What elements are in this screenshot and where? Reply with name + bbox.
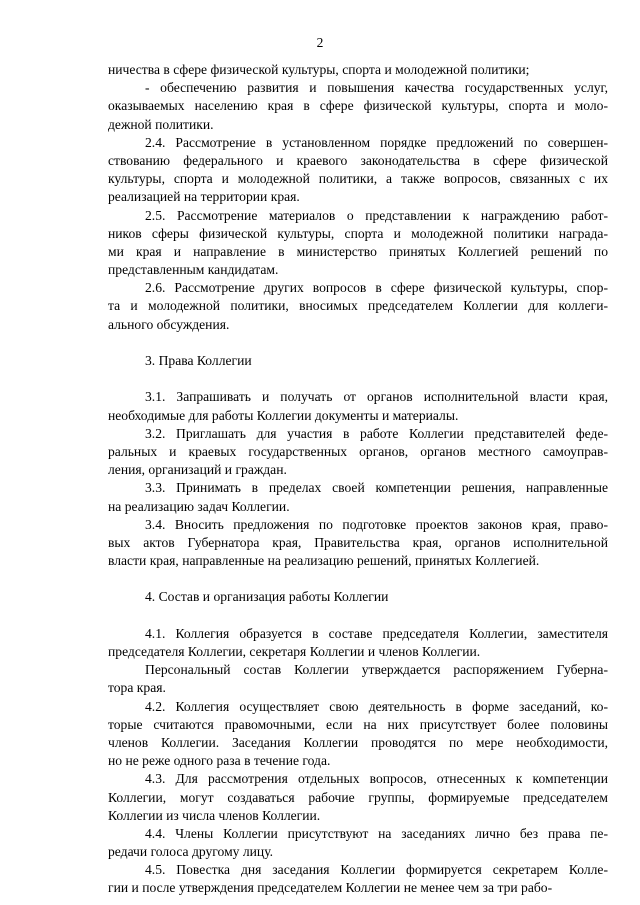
text-line: 4. Состав и организация работы Коллегии xyxy=(145,589,389,605)
paragraph xyxy=(108,207,608,280)
text-line: председателя Коллегии, секретаря Коллегии и членов Коллегии. xyxy=(108,644,481,659)
paragraph xyxy=(108,79,608,134)
text-line: власти края, направленные на реализацию решений, принятых Коллегией. xyxy=(108,553,540,569)
text-line: 3.1. Запрашивать и получать от органов исполнительной власти края, xyxy=(145,389,608,405)
document-body xyxy=(108,61,608,898)
paragraph xyxy=(108,661,608,697)
text-line: ральных и краевых государственных органов, органов местного самоуправ- xyxy=(108,443,608,459)
text-line: необходимые для работы Коллегии документы и материалы. xyxy=(108,407,459,423)
paragraph-spacer xyxy=(108,570,608,588)
text-line: 3.3. Принимать в пределах своей компетенции решения, направленные xyxy=(145,480,608,496)
text-line: 3.2. Приглашать для участия в работе Коллегии представителей феде- xyxy=(145,425,608,441)
text-line: 4.2. Коллегия осуществляет свою деятельность в форме заседаний, ко- xyxy=(145,698,608,714)
text-line: 4.5. Повестка дня заседания Коллегии формируется секретарем Колле- xyxy=(145,862,608,878)
text-line: ального обсуждения. xyxy=(108,316,230,332)
text-line: ников сферы физической культуры, спорта и молодежной политики награда- xyxy=(108,225,608,241)
text-line: 4.4. Члены Коллегии присутствуют на заседаниях лично без права пе- xyxy=(145,825,608,841)
text-line: 3.4. Вносить предложения по подготовке проектов законов края, право- xyxy=(145,516,608,532)
paragraph xyxy=(108,770,608,825)
text-line: 4.1. Коллегия образуется в составе председателя Коллегии, заместителя xyxy=(145,625,608,641)
text-line: 2.4. Рассмотрение в установленном порядке предложений по совершен- xyxy=(145,134,608,150)
paragraph-spacer xyxy=(108,370,608,388)
page-number: 2 xyxy=(316,35,324,50)
paragraph xyxy=(108,279,608,334)
paragraph-spacer xyxy=(108,334,608,352)
text-line: оказываемых населению края в сфере физической культуры, спорта и моло- xyxy=(108,98,608,114)
text-line: представленным кандидатам. xyxy=(108,262,279,278)
text-line: гии и после утверждения председателем Коллегии не менее чем за три рабо- xyxy=(108,880,553,896)
paragraph xyxy=(108,479,608,515)
text-line: 4.3. Для рассмотрения отдельных вопросов, отнесенных к компетенции xyxy=(145,771,608,787)
text-line: дежной политики. xyxy=(108,116,214,132)
text-line: 3. Права Коллегии xyxy=(145,353,252,368)
text-line: реализацией на территории края. xyxy=(108,189,300,205)
paragraph xyxy=(108,425,608,480)
paragraph xyxy=(108,588,608,606)
paragraph xyxy=(108,825,608,861)
text-line: на реализацию задач Коллегии. xyxy=(108,498,290,514)
paragraph xyxy=(108,698,608,771)
text-line: ми края и направление в министерство принятых Коллегией решений по xyxy=(108,243,608,259)
paragraph-spacer xyxy=(108,607,608,625)
paragraph xyxy=(108,861,608,897)
paragraph xyxy=(108,134,608,207)
text-line: Коллегии из числа членов Коллегии. xyxy=(108,807,321,823)
paragraph xyxy=(108,516,608,571)
text-line: та и молодежной политики, вносимых председателем Коллегии для коллеги- xyxy=(108,298,608,314)
text-line: Коллегии, могут создаваться рабочие группы, формируемые председателем xyxy=(108,789,608,805)
paragraph xyxy=(108,388,608,424)
text-line: но не реже одного раза в течение года. xyxy=(108,753,331,769)
text-line: 2.5. Рассмотрение материалов о представлении к награждению работ- xyxy=(145,207,608,223)
text-line: Персональный состав Коллегии утверждается распоряжением Губерна- xyxy=(145,662,608,678)
paragraph xyxy=(108,61,608,79)
text-line: редачи голоса другому лицу. xyxy=(108,844,274,860)
text-line: 2.6. Рассмотрение других вопросов в сфере физической культуры, спор- xyxy=(145,280,608,296)
paragraph xyxy=(108,352,608,370)
paragraph xyxy=(108,625,608,661)
text-line: членов Коллегии. Заседания Коллегии проводятся по мере необходимости, xyxy=(108,734,608,750)
text-line: торые считаются правомочными, если на них присутствует более половины xyxy=(108,716,608,732)
text-line: ничества в сфере физической культуры, спорта и молодежной политики; xyxy=(108,62,530,77)
text-line: культуры, спорта и молодежной политики, а также вопросов, связанных с их xyxy=(108,171,608,187)
text-line: ления, организаций и граждан. xyxy=(108,462,287,478)
text-line: - обеспечению развития и повышения качества государственных услуг, xyxy=(145,80,608,96)
text-line: ствованию федерального и краевого законодательства в сфере физической xyxy=(108,152,608,168)
text-line: вых актов Губернатора края, Правительства края, органов исполнительной xyxy=(108,534,608,550)
text-line: тора края. xyxy=(108,680,166,696)
